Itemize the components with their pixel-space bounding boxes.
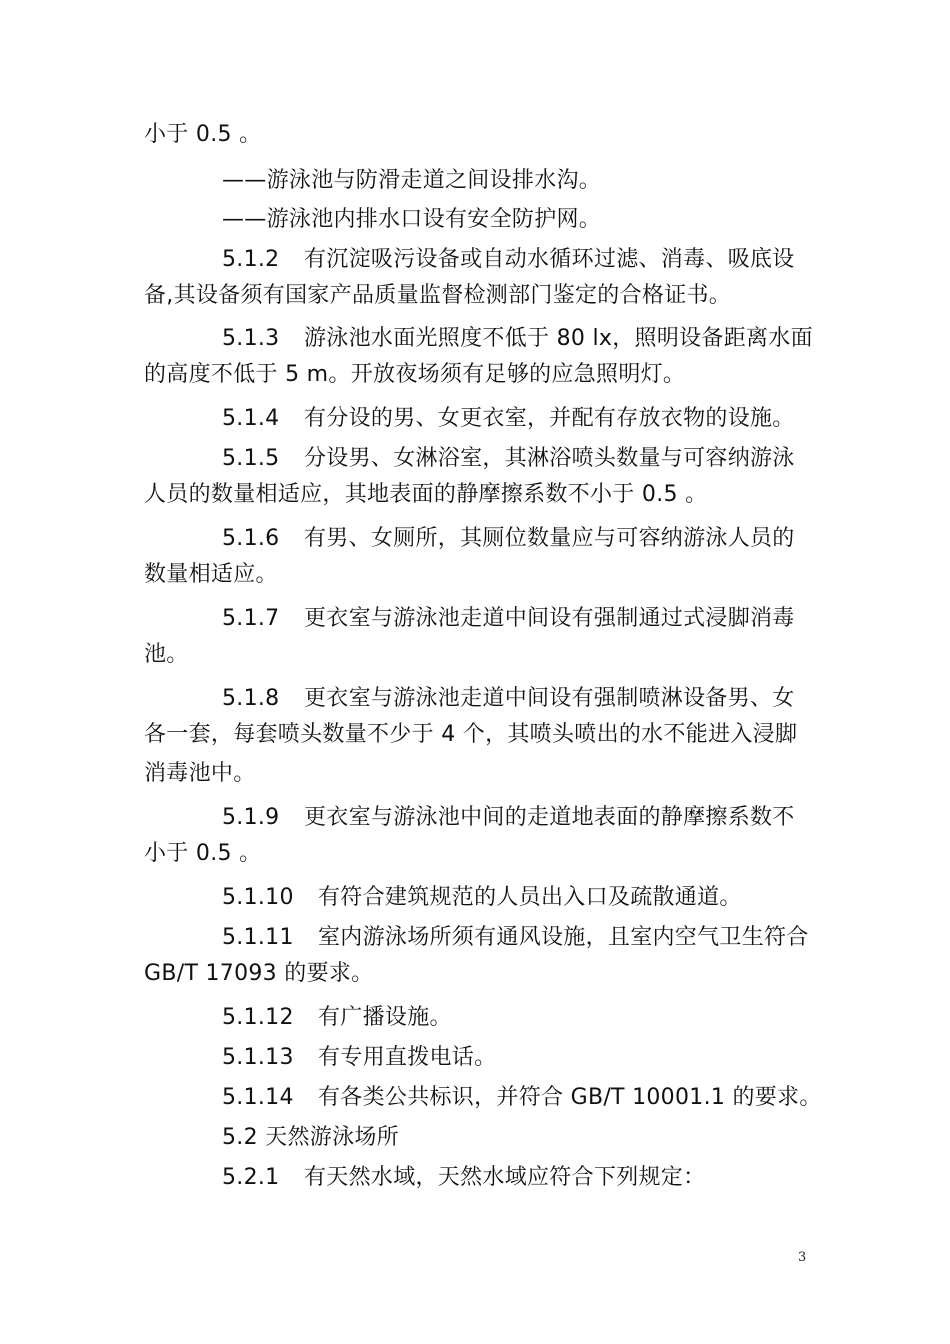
clause-text: 更衣室与游泳池中间的走道地表面的静摩擦系数不 [304,805,795,830]
clause-number: 5.1.11 [222,925,294,950]
clause-text: 有广播设施。 [318,1005,452,1030]
clause-5-1-4 [222,405,795,433]
clause-5-1-7 [222,605,795,633]
clause-5-2-1 [222,1164,705,1192]
clause-number: 5.1.14 [222,1085,294,1110]
clause-number: 5.1.12 [222,1005,294,1030]
text-line: GB/T 17093 的要求。 [144,961,374,986]
text-line: 备,其设备须有国家产品质量监督检测部门鉴定的合格证书。 [144,283,732,308]
clause-number: 5.2.1 [222,1165,280,1190]
clause-text: 有男、女厕所，其厕位数量应与可容纳游泳人员的 [304,526,795,551]
clause-text: 有分设的男、女更衣室，并配有存放衣物的设施。 [304,406,795,431]
clause-5-1-9 [222,804,795,832]
text-line: 消毒池中。 [144,761,256,786]
clause-number: 5.1.5 [222,446,280,471]
clause-text: 室内游泳场所须有通风设施，且室内空气卫生符合 [318,925,809,950]
clause-5-1-2 [222,246,795,274]
clause-5-1-10 [222,884,742,912]
text-line: 数量相适应。 [144,562,278,587]
clause-5-1-3 [222,325,813,353]
clause-number: 5.1.2 [222,247,280,272]
page-number: 3 [798,1250,807,1265]
text-line: 小于 0.5 。 [144,841,262,866]
clause-text: 有沉淀吸污设备或自动水循环过滤、消毒、吸底设 [304,247,795,272]
clause-5-1-11 [222,924,809,952]
text-line: 小于 0.5 。 [144,122,262,147]
clause-number: 5.1.4 [222,406,280,431]
clause-number: 5.1.8 [222,686,280,711]
clause-5-1-13 [222,1044,496,1072]
text-line: 池。 [144,642,189,667]
clause-5-1-14 [222,1084,822,1112]
text-line: 的高度不低于 5 m。开放夜场须有足够的应急照明灯。 [144,362,686,387]
clause-text: 分设男、女淋浴室，其淋浴喷头数量与可容纳游泳 [304,446,795,471]
clause-text: 有各类公共标识，并符合 GB/T 10001.1 的要求。 [318,1085,822,1110]
text-line: 人员的数量相适应，其地表面的静摩擦系数不小于 0.5 。 [144,482,708,507]
text-line: ——游泳池与防滑走道之间设排水沟。 [222,168,602,193]
clause-number: 5.1.9 [222,805,280,830]
clause-number: 5.1.3 [222,326,280,351]
clause-text: 有专用直拨电话。 [318,1045,497,1070]
clause-5-1-12 [222,1004,452,1032]
clause-5-1-8 [222,685,795,713]
clause-5-1-6 [222,525,795,553]
clause-text: 游泳池水面光照度不低于 80 lx，照明设备距离水面 [304,326,813,351]
clause-text: 有符合建筑规范的人员出入口及疏散通道。 [318,885,742,910]
clause-number: 5.1.7 [222,606,280,631]
clause-number: 5.1.6 [222,526,280,551]
clause-number: 5.1.10 [222,885,294,910]
text-line: 各一套，每套喷头数量不少于 4 个，其喷头喷出的水不能进入浸脚 [144,722,798,747]
clause-text: 更衣室与游泳池走道中间设有强制通过式浸脚消毒 [304,606,795,631]
section-heading-5-2: 5.2 天然游泳场所 [222,1125,399,1150]
text-line: ——游泳池内排水口设有安全防护网。 [222,207,602,232]
clause-text: 有天然水域，天然水域应符合下列规定： [304,1165,706,1190]
clause-number: 5.1.13 [222,1045,294,1070]
clause-text: 更衣室与游泳池走道中间设有强制喷淋设备男、女 [304,686,795,711]
clause-5-1-5 [222,445,795,473]
